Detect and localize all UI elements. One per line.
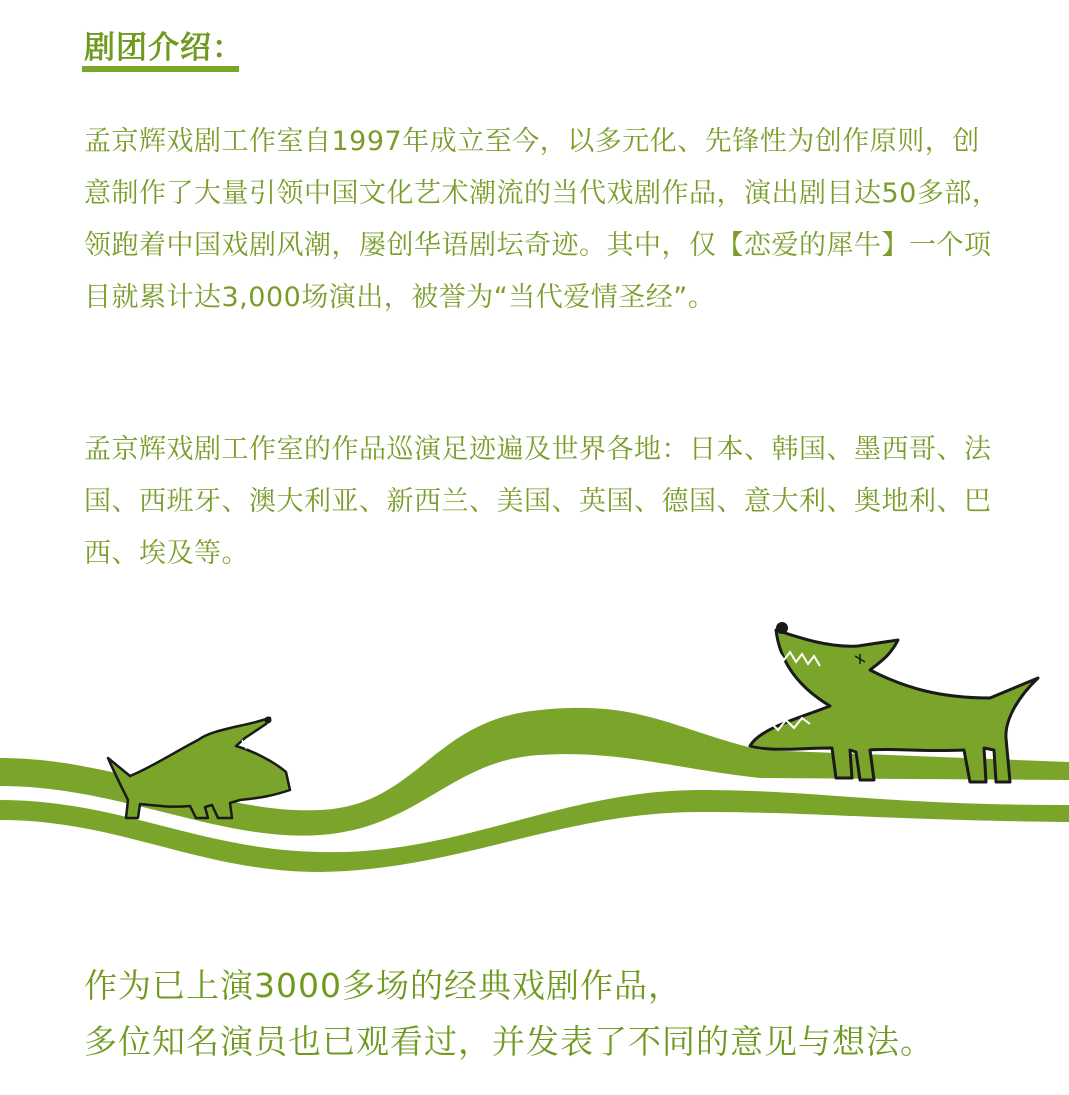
wave-illustration [0, 600, 1069, 900]
tour-paragraph: 孟京辉戏剧工作室的作品巡演足迹遍及世界各地：日本、韩国、墨西哥、法国、西班牙、澳大利亚、新西兰、美国、英国、德国、意大利、奥地利、巴西、埃及等。 [84, 434, 992, 569]
heading-underline [82, 66, 239, 72]
closing-line-1: 作为已上演3000多场的经典戏剧作品， [84, 966, 682, 1005]
small-dog-icon [108, 717, 290, 819]
section-heading: 剧团介绍： [84, 30, 244, 66]
closing-line-2: 多位知名演员也已观看过，并发表了不同的意见与想法。 [84, 1022, 934, 1061]
intro-paragraph: 孟京辉戏剧工作室自1997年成立至今，以多元化、先锋性为创作原则，创意制作了大量引领中国文化艺术潮流的当代戏剧作品，演出剧目达50多部，领跑着中国戏剧风潮，屡创华语剧坛奇迹。其中，仅【恋爱的犀牛】一个项目就累计达3,000场演出，被誉为“当代爱情圣经”。 [84, 126, 1000, 313]
closing-statement [84, 958, 1044, 1070]
